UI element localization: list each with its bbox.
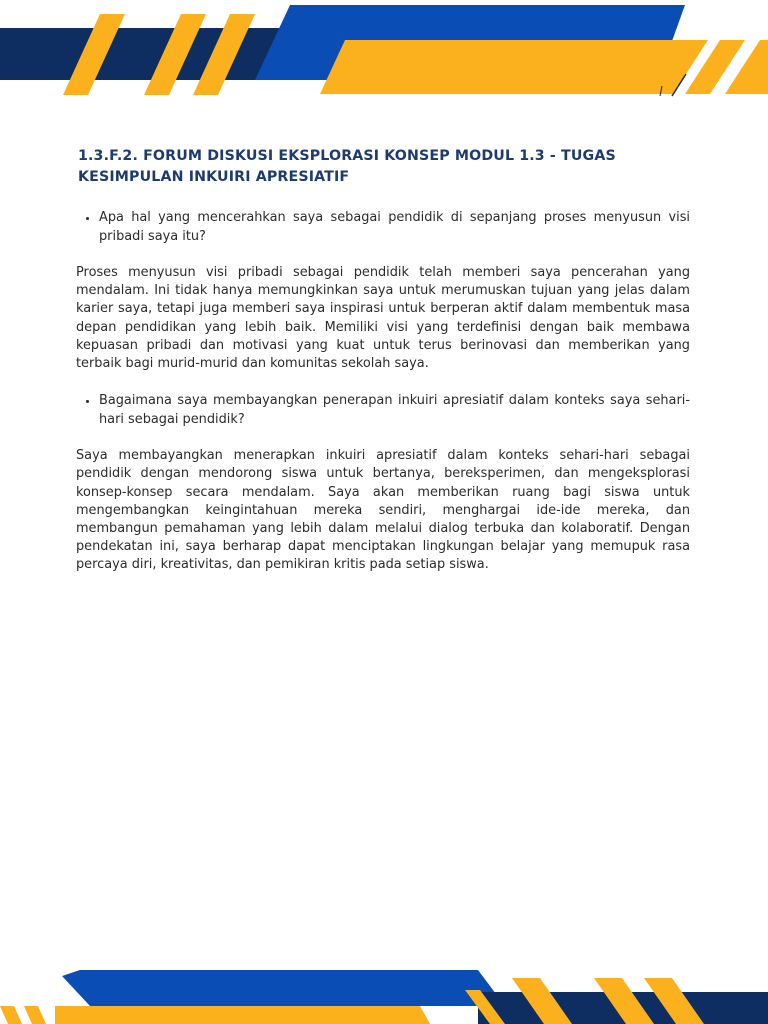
question-list: [76, 392, 690, 429]
top-decorative-banner: [0, 0, 768, 100]
question-1: • Apa hal yang mencerahkan saya sebagai pendidik di sepanjang proses menyusun visi pribadi saya itu?: [99, 209, 690, 246]
answer-2: Saya membayangkan menerapkan inkuiri apresiatif dalam konteks sehari-hari sebagai pendidik dengan mendorong siswa untuk bertanya, bereksperimen, dan mengeksplorasi konsep-konsep secara mendalam. Saya akan memberikan ruang bagi siswa untuk mengembangkan keingintahuan mereka sendiri, menghargai ide-ide mereka, dan membangun pemahaman yang lebih dalam melalui dialog terbuka dan kolaboratif. Dengan pendekatan ini, saya berharap dapat menciptakan lingkungan belajar yang memupuk rasa percaya diri, kreativitas, dan pemikiran kritis pada setiap siswa.: [76, 448, 690, 573]
question-2: • Bagaimana saya membayangkan penerapan inkuiri apresiatif dalam konteks saya sehari-hari sebagai pendidik?: [99, 392, 690, 429]
bottom-decorative-banner: [0, 964, 768, 1024]
section-1: [76, 209, 690, 373]
document-title: 1.3.F.2. FORUM DISKUSI EKSPLORASI KONSEP MODUL 1.3 - TUGAS KESIMPULAN INKUIRI APRESIATIF: [78, 148, 616, 185]
section-2: [76, 392, 690, 574]
answer-1: Proses menyusun visi pribadi sebagai pendidik telah memberi saya pencerahan yang mendalam. Ini tidak hanya memungkinkan saya untuk merumuskan tujuan yang jelas dalam karier saya, tetapi juga memberi saya inspirasi untuk berperan aktif dalam membentuk masa depan pendidikan yang lebih baik. Memiliki visi yang terdefinisi dengan baik membawa kepuasan pribadi dan motivasi yang kuat untuk terus berinovasi dan memberikan yang terbaik bagi murid-murid dan komunitas sekolah saya.: [76, 265, 690, 372]
question-list: [76, 209, 690, 246]
document-content: [76, 146, 690, 594]
